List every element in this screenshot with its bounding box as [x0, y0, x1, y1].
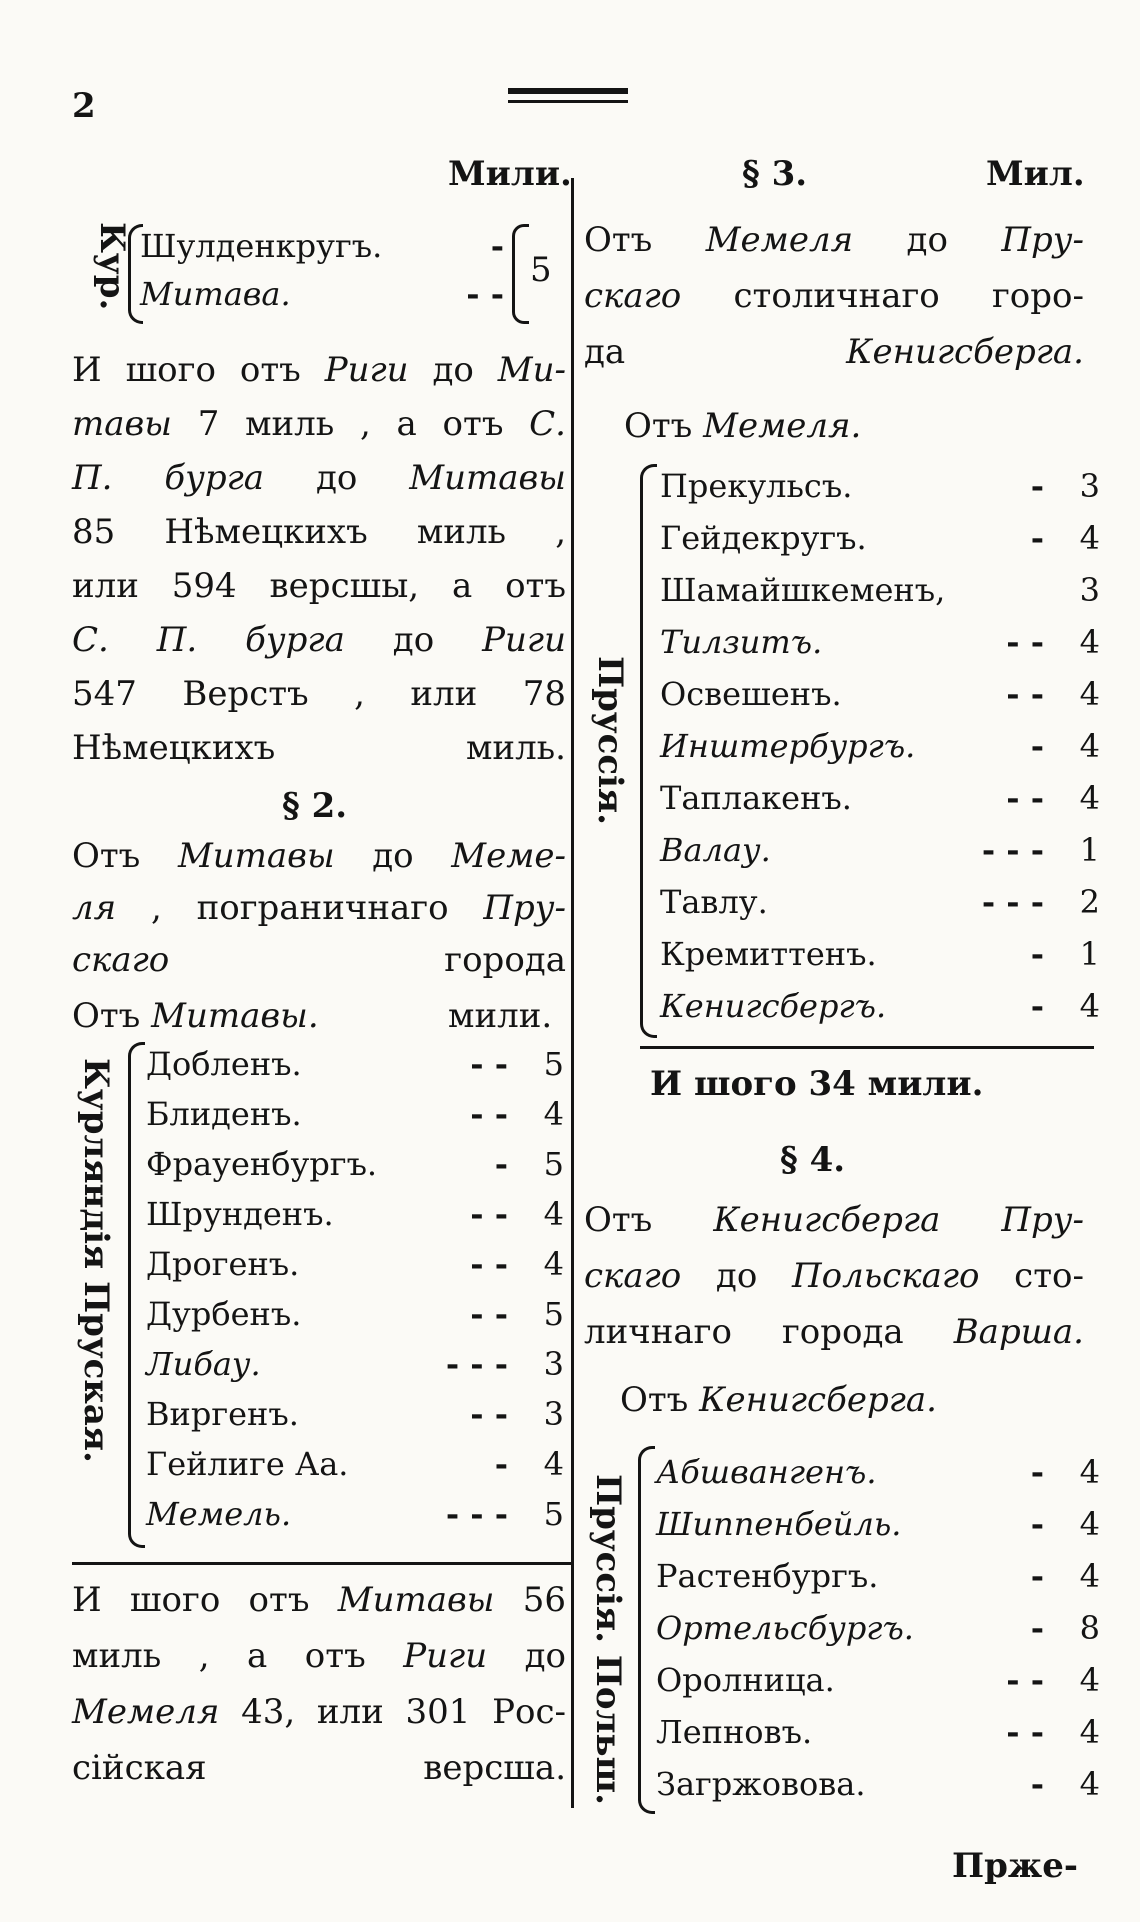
left-para1-line	[72, 722, 566, 774]
left-para1-line	[72, 398, 566, 450]
place-name: Освешенъ.	[660, 675, 842, 713]
text-run: Риги	[324, 350, 409, 390]
place-name: Тилзитъ.	[660, 623, 823, 661]
section-4-title: § 4.	[780, 1140, 846, 1180]
text-run: Митавы	[177, 836, 335, 876]
text-run: ля	[72, 888, 117, 928]
right-miles-header: Мил.	[986, 154, 1085, 194]
leader-dashes: - -	[470, 1295, 508, 1333]
distance-value: 3	[1079, 571, 1100, 609]
text-run: Риги	[403, 1636, 488, 1676]
left-total-line	[72, 1686, 566, 1738]
text-run: П. бурга	[72, 458, 265, 498]
place-name: Кремиттенъ.	[660, 935, 877, 973]
text-run: города	[169, 940, 566, 980]
leader-dashes: -	[1030, 467, 1044, 505]
left-para1-line	[72, 506, 566, 558]
text-run: Кенигсберга.	[846, 332, 1084, 372]
place-name: Дрогенъ.	[146, 1245, 300, 1283]
leader-dashes: - - -	[981, 883, 1044, 921]
text-run: Ми-	[497, 350, 566, 390]
place-name: Мемель.	[146, 1495, 292, 1533]
left-total-line	[72, 1630, 566, 1682]
left-from-miles: мили.	[448, 996, 553, 1036]
right-sec3-line	[584, 214, 1084, 266]
text-run: до	[853, 220, 1002, 260]
place-name: Растенбургъ.	[656, 1557, 879, 1595]
place-name: Гейлиге Аа.	[146, 1445, 349, 1483]
text-run: тавы	[72, 404, 172, 444]
distance-value: 4	[543, 1095, 564, 1133]
place-name: Шулденкругъ.	[140, 227, 383, 265]
text-run: или 594 версшы, а отъ	[72, 566, 566, 606]
text-run: , пограничнаго	[116, 888, 484, 928]
place-name: Виргенъ.	[146, 1395, 299, 1433]
page-number: 2	[72, 86, 96, 126]
place-name: Кенигсбергъ.	[660, 987, 887, 1025]
text-run: сто-	[979, 1256, 1084, 1296]
leader-dashes: -	[1030, 1453, 1044, 1491]
leader-dashes: - -	[470, 1095, 508, 1133]
leader-dashes: -	[1030, 1609, 1044, 1647]
leader-dashes: - -	[470, 1395, 508, 1433]
text-run: до	[344, 620, 483, 660]
section-3-title: § 3.	[742, 154, 808, 194]
left-sec2-line	[72, 934, 566, 986]
leader-dashes: -	[1030, 935, 1044, 973]
text-run: 85 Нѣмецкихъ миль ,	[72, 512, 566, 552]
leader-dashes: - -	[470, 1195, 508, 1233]
text-run: Польскаго	[791, 1256, 980, 1296]
text-run: сійская версша.	[72, 1748, 566, 1788]
place-name: Ортельсбургъ.	[656, 1609, 914, 1647]
text-run: И шого отъ	[72, 350, 325, 390]
place-name: Гейдекругъ.	[660, 519, 867, 557]
distance-value: 5	[543, 1045, 564, 1083]
text-run: С. П. бурга	[72, 620, 345, 660]
place-name: Добленъ.	[146, 1045, 302, 1083]
text-run: Мемеля	[705, 220, 854, 260]
catchword: Прже-	[952, 1846, 1078, 1886]
distance-value: 4	[1079, 1713, 1100, 1751]
leader-dashes: - -	[470, 1245, 508, 1283]
text-run: 43, или 301 Рос-	[219, 1692, 566, 1732]
text-run: Кенигсберга Пру-	[713, 1200, 1084, 1240]
left-miles-header: Мили.	[448, 154, 572, 194]
distance-value: 4	[1079, 1765, 1100, 1803]
text-run: Мемеля	[72, 1692, 220, 1732]
place-name: Либау.	[146, 1345, 261, 1383]
leader-dashes: - - -	[445, 1345, 508, 1383]
distance-value: 1	[1079, 935, 1100, 973]
text-run: скаго	[584, 1256, 682, 1296]
leader-dashes: -	[1030, 1765, 1044, 1803]
text-run: столичнаго горо-	[681, 276, 1084, 316]
distance-value: 4	[543, 1195, 564, 1233]
text-run: Пру-	[1001, 220, 1084, 260]
text-run: Нѣмецкихъ миль.	[72, 728, 566, 768]
text-run: до	[264, 458, 410, 498]
place-name: Дурбенъ.	[146, 1295, 302, 1333]
place-name: Шиппенбейль.	[656, 1505, 902, 1543]
distance-value: 4	[543, 1445, 564, 1483]
leader-dashes: - -	[470, 1045, 508, 1083]
place-name: Валау.	[660, 831, 771, 869]
left-from-label: Отъ Митавы.	[72, 996, 319, 1036]
text-run: Отъ	[72, 836, 178, 876]
text-run: до	[487, 1636, 567, 1676]
text-run: скаго	[72, 940, 170, 980]
distance-value: 4	[1079, 1453, 1100, 1491]
text-run: Риги	[482, 620, 566, 660]
distance-value: 1	[1079, 831, 1100, 869]
left-group-label: Курляндія Пруская.	[76, 1058, 116, 1463]
left-para1-line	[72, 560, 566, 612]
text-run: до	[334, 836, 452, 876]
distance-value: 2	[1079, 883, 1100, 921]
leader-dashes: -	[1030, 987, 1044, 1025]
place-name: Абшвангенъ.	[656, 1453, 877, 1491]
left-group-brace	[128, 1042, 145, 1548]
header-rule	[508, 88, 628, 94]
left-from-place: Митавы.	[151, 996, 319, 1036]
distance-value: 8	[1079, 1609, 1100, 1647]
right-sec4-line	[584, 1250, 1084, 1302]
place-name: Загржовова.	[656, 1765, 866, 1803]
place-name: Прекульсъ.	[660, 467, 853, 505]
text-run: скаго	[584, 276, 682, 316]
right-group2-label: Пруссія. Польш.	[588, 1474, 628, 1805]
right-group2-brace	[638, 1446, 655, 1814]
text-run: да	[584, 332, 847, 372]
distance-value: 4	[1079, 1557, 1100, 1595]
text-run: до	[408, 350, 498, 390]
distance-value: 5	[543, 1495, 564, 1533]
text-run: личнаго города	[584, 1312, 954, 1352]
distance-value: 4	[1079, 1505, 1100, 1543]
place-name: Шрунденъ.	[146, 1195, 334, 1233]
right-group-label: Пруссія.	[590, 656, 630, 825]
text-run: Отъ	[584, 220, 706, 260]
text-run: С.	[529, 404, 566, 444]
text-run: до	[681, 1256, 792, 1296]
right-from2-label: Отъ Кенигсберга.	[620, 1380, 937, 1420]
left-sec2-line	[72, 882, 566, 934]
text-run: 56	[494, 1580, 566, 1620]
leader-dashes: - -	[1006, 623, 1044, 661]
leader-dashes: - -	[1006, 779, 1044, 817]
distance-value: 4	[1079, 1661, 1100, 1699]
leader-dashes: - - -	[445, 1495, 508, 1533]
kur-value: 5	[530, 250, 552, 290]
place-name: Блиденъ.	[146, 1095, 302, 1133]
distance-value: 3	[1079, 467, 1100, 505]
right-from-place: Мемеля.	[703, 406, 862, 446]
left-para1-line	[72, 344, 566, 396]
place-name: Инштербургъ.	[660, 727, 916, 765]
left-para1-line	[72, 614, 566, 666]
leader-dashes: -	[494, 1445, 508, 1483]
left-total-line	[72, 1574, 566, 1626]
right-from2-place: Кенигсберга.	[699, 1380, 937, 1420]
leader-dashes: - -	[1006, 1713, 1044, 1751]
left-total-line	[72, 1742, 566, 1794]
place-name: Оролница.	[656, 1661, 835, 1699]
distance-value: 4	[1079, 675, 1100, 713]
right-sec3-line	[584, 270, 1084, 322]
left-para1-line	[72, 452, 566, 504]
right-from-label: Отъ Мемеля.	[624, 406, 862, 446]
text-run: Митавы	[337, 1580, 495, 1620]
distance-value: 4	[543, 1245, 564, 1283]
kur-label: Кур.	[92, 222, 132, 311]
leader-dashes: -	[1030, 1557, 1044, 1595]
distance-value: 5	[543, 1145, 564, 1183]
text-run: Варша.	[953, 1312, 1084, 1352]
text-run: миль , а отъ	[72, 1636, 404, 1676]
place-name: Тавлу.	[660, 883, 768, 921]
distance-value: 4	[1079, 727, 1100, 765]
left-sec2-line	[72, 830, 566, 882]
right-total: И шого 34 мили.	[650, 1064, 984, 1104]
header-rule-thin	[508, 100, 628, 103]
distance-value: 4	[1079, 623, 1100, 661]
right-group-brace	[640, 464, 657, 1038]
place-name: Фрауенбургъ.	[146, 1145, 378, 1183]
leader-dashes: - -	[1006, 675, 1044, 713]
distance-value: 4	[1079, 519, 1100, 557]
distance-value: 3	[543, 1345, 564, 1383]
text-run: Меме-	[451, 836, 566, 876]
leader-dashes: - -	[1006, 1661, 1044, 1699]
right-sec4-line	[584, 1194, 1084, 1246]
place-name: Шамайшкеменъ,	[660, 571, 946, 609]
place-name: Митава.	[140, 275, 291, 313]
leader-dashes: - -	[466, 275, 504, 313]
place-name: Таплакенъ.	[660, 779, 852, 817]
section-2-title: § 2.	[282, 786, 348, 826]
leader-dashes: -	[1030, 727, 1044, 765]
text-run: Митавы	[409, 458, 566, 498]
leader-dashes: -	[494, 1145, 508, 1183]
text-run: Отъ	[584, 1200, 714, 1240]
kur-value-brace	[512, 224, 529, 324]
left-para1-line	[72, 668, 566, 720]
text-run: 7 миль , а отъ	[172, 404, 530, 444]
right-total-rule	[640, 1046, 1094, 1049]
leader-dashes: -	[1030, 519, 1044, 557]
text-run: Пру-	[483, 888, 566, 928]
text-run: И шого отъ	[72, 1580, 338, 1620]
leader-dashes: -	[1030, 1505, 1044, 1543]
leader-dashes: - - -	[981, 831, 1044, 869]
distance-value: 4	[1079, 987, 1100, 1025]
place-name: Лепновъ.	[656, 1713, 813, 1751]
right-sec3-line	[584, 326, 1084, 378]
left-total-rule	[72, 1562, 572, 1565]
right-sec4-line	[584, 1306, 1084, 1358]
distance-value: 4	[1079, 779, 1100, 817]
distance-value: 3	[543, 1395, 564, 1433]
leader-dashes: -	[490, 227, 504, 265]
text-run: 547 Верстъ , или 78	[72, 674, 566, 714]
distance-value: 5	[543, 1295, 564, 1333]
